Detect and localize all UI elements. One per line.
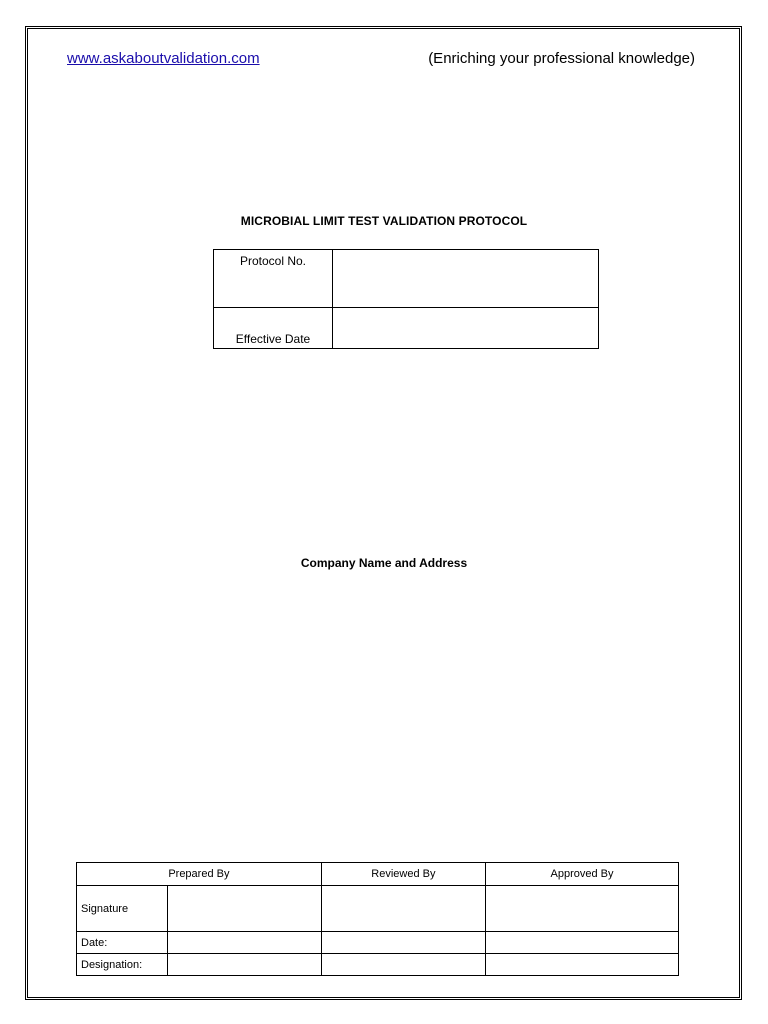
signature-row <box>77 886 679 932</box>
effective-date-field[interactable] <box>333 308 599 349</box>
signature-label: Signature <box>77 886 168 932</box>
protocol-number-field[interactable] <box>333 250 599 308</box>
date-label: Date: <box>77 932 168 954</box>
signoff-header-row <box>77 863 679 886</box>
protocol-number-row <box>214 250 599 308</box>
effective-date-label: Effective Date <box>214 308 333 349</box>
designation-label: Designation: <box>77 954 168 976</box>
reviewed-signature-cell[interactable] <box>321 886 485 932</box>
signoff-table <box>76 862 679 976</box>
document-title: MICROBIAL LIMIT TEST VALIDATION PROTOCOL <box>240 214 528 228</box>
website-link[interactable]: www.askaboutvalidation.com <box>67 50 260 67</box>
approved-designation-cell[interactable] <box>485 954 678 976</box>
approved-date-cell[interactable] <box>485 932 678 954</box>
approved-by-header: Approved By <box>485 863 678 886</box>
page-border <box>25 26 742 1000</box>
prepared-signature-cell[interactable] <box>167 886 321 932</box>
reviewed-designation-cell[interactable] <box>321 954 485 976</box>
approved-signature-cell[interactable] <box>485 886 678 932</box>
reviewed-by-header: Reviewed By <box>321 863 485 886</box>
effective-date-row <box>214 308 599 349</box>
prepared-date-cell[interactable] <box>167 932 321 954</box>
reviewed-date-cell[interactable] <box>321 932 485 954</box>
header-tagline: (Enriching your professional knowledge) <box>428 50 695 67</box>
date-row <box>77 932 679 954</box>
prepared-by-header: Prepared By <box>77 863 322 886</box>
company-name-address: Company Name and Address <box>300 556 468 570</box>
protocol-number-label: Protocol No. <box>214 250 333 308</box>
designation-row <box>77 954 679 976</box>
protocol-info-table <box>213 249 599 349</box>
prepared-designation-cell[interactable] <box>167 954 321 976</box>
